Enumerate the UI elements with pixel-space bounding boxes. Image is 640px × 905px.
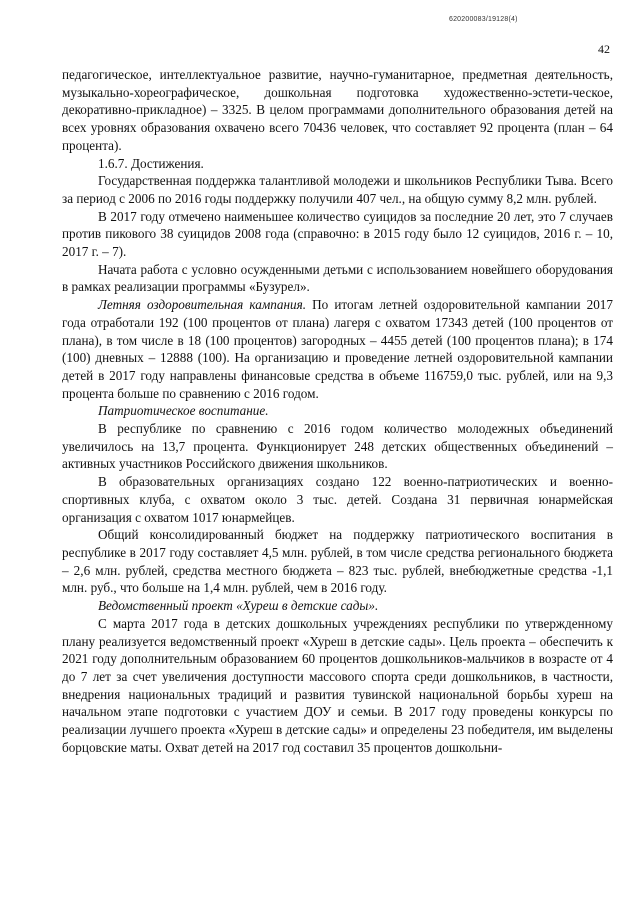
paragraph — [62, 296, 613, 402]
subsection-heading: Ведомственный проект «Хуреш в детские сады». — [98, 598, 379, 614]
paragraph: В 2017 году отмечено наименьшее количество суицидов за последние 20 лет, это 7 случаев против пикового 38 суицидов 2008 года (справочно: в 2015 году было 12 суицидов, 2016 г. – 10, 2017 г. – 7). — [62, 208, 613, 260]
paragraph: В республике по сравнению с 2016 годом количество молодежных объединений увеличилось на 13,7 процента. Функционирует 248 детских общественных объединений – активных участников Российского движения школьников. — [62, 421, 613, 472]
paragraph-lead-italic: Летняя оздоровительная кампания. — [98, 297, 307, 313]
paragraph: С марта 2017 года в детских дошкольных учреждениях республики по утвержденному плану реализуется ведомственный проект «Хуреш в детские сады». Цель проекта – обеспечить к 2021 году дополнительным образованием 60 процентов дошкольников-мальчиков в возрасте от 4 до 7 лет за счет увеличения доступности массового спорта среди дошкольников, в частности, внедрения национальных традиций и развития тувинской национальной борьбы хуреш на начальном этапе подготовки с участием ДОУ и семьи. В 2017 году проведены конкурсы по реализации лучшего проекта «Хуреш в детские сады» и определены 23 победителя, им выделены борцовские маты. Охват детей на 2017 год составил 35 процентов дошкольни- — [62, 615, 613, 755]
document-id: 620200083/19128(4) — [449, 16, 518, 23]
paragraph: педагогическое, интеллектуальное развитие, научно-гуманитарное, предметная деятельность, музыкально-хореографическое, дошкольная подготовка художественно-эстети-ческое, декоративно-прикладное) – 3325. В целом программами дополнительного образования детей на всех уровнях образования охвачено всего 70436 человек, что составляет 92 процента (план – 64 процента). — [62, 67, 613, 153]
subsection-heading: Патриотическое воспитание. — [98, 403, 269, 419]
section-heading: 1.6.7. Достижения. — [98, 155, 204, 171]
paragraph: В образовательных организациях создано 122 военно-патриотических и военно-спортивных клуба, с охватом около 3 тыс. детей. Создана 31 первичная юнармейская организация с охватом 1017 юнармейцев. — [62, 474, 613, 525]
paragraph-text: По итогам летней оздоровительной кампании 2017 года отработали 192 (100 процентов от плана) лагеря с охватом 17343 детей (100 процентов от плана), в том числе в 18 (100 процентов) загородных – 4455 детей (100 процентов плана); в 174 (100) дневных – 12888 (100). На организацию и проведение летней оздоровительной кампании детей в 2017 году направлены финансовые средства в объеме 116759,0 тыс. рублей, или на 9,3 процента больше по сравнению с 2016 годом. — [62, 297, 613, 401]
page-number: 42 — [598, 42, 610, 56]
document-body — [62, 66, 613, 756]
paragraph: Общий консолидированный бюджет на поддержку патриотического воспитания в республике в 2017 году составляет 4,5 млн. рублей, в том числе средства регионального бюджета – 2,6 млн. рублей, средства местного бюджета – 823 тыс. рублей, внебюджетные средства -1,1 млн. руб., что больше на 1,4 млн. рублей, чем в 2016 году. — [62, 527, 613, 596]
paragraph: Государственная поддержка талантливой молодежи и школьников Республики Тыва. Всего за период с 2006 по 2016 годы поддержку получили 407 чел., на общую сумму 8,2 млн. рублей. — [62, 173, 613, 206]
paragraph: Начата работа с условно осужденными детьми с использованием новейшего оборудования в рамках реализации программы «Бузурел». — [62, 261, 613, 295]
